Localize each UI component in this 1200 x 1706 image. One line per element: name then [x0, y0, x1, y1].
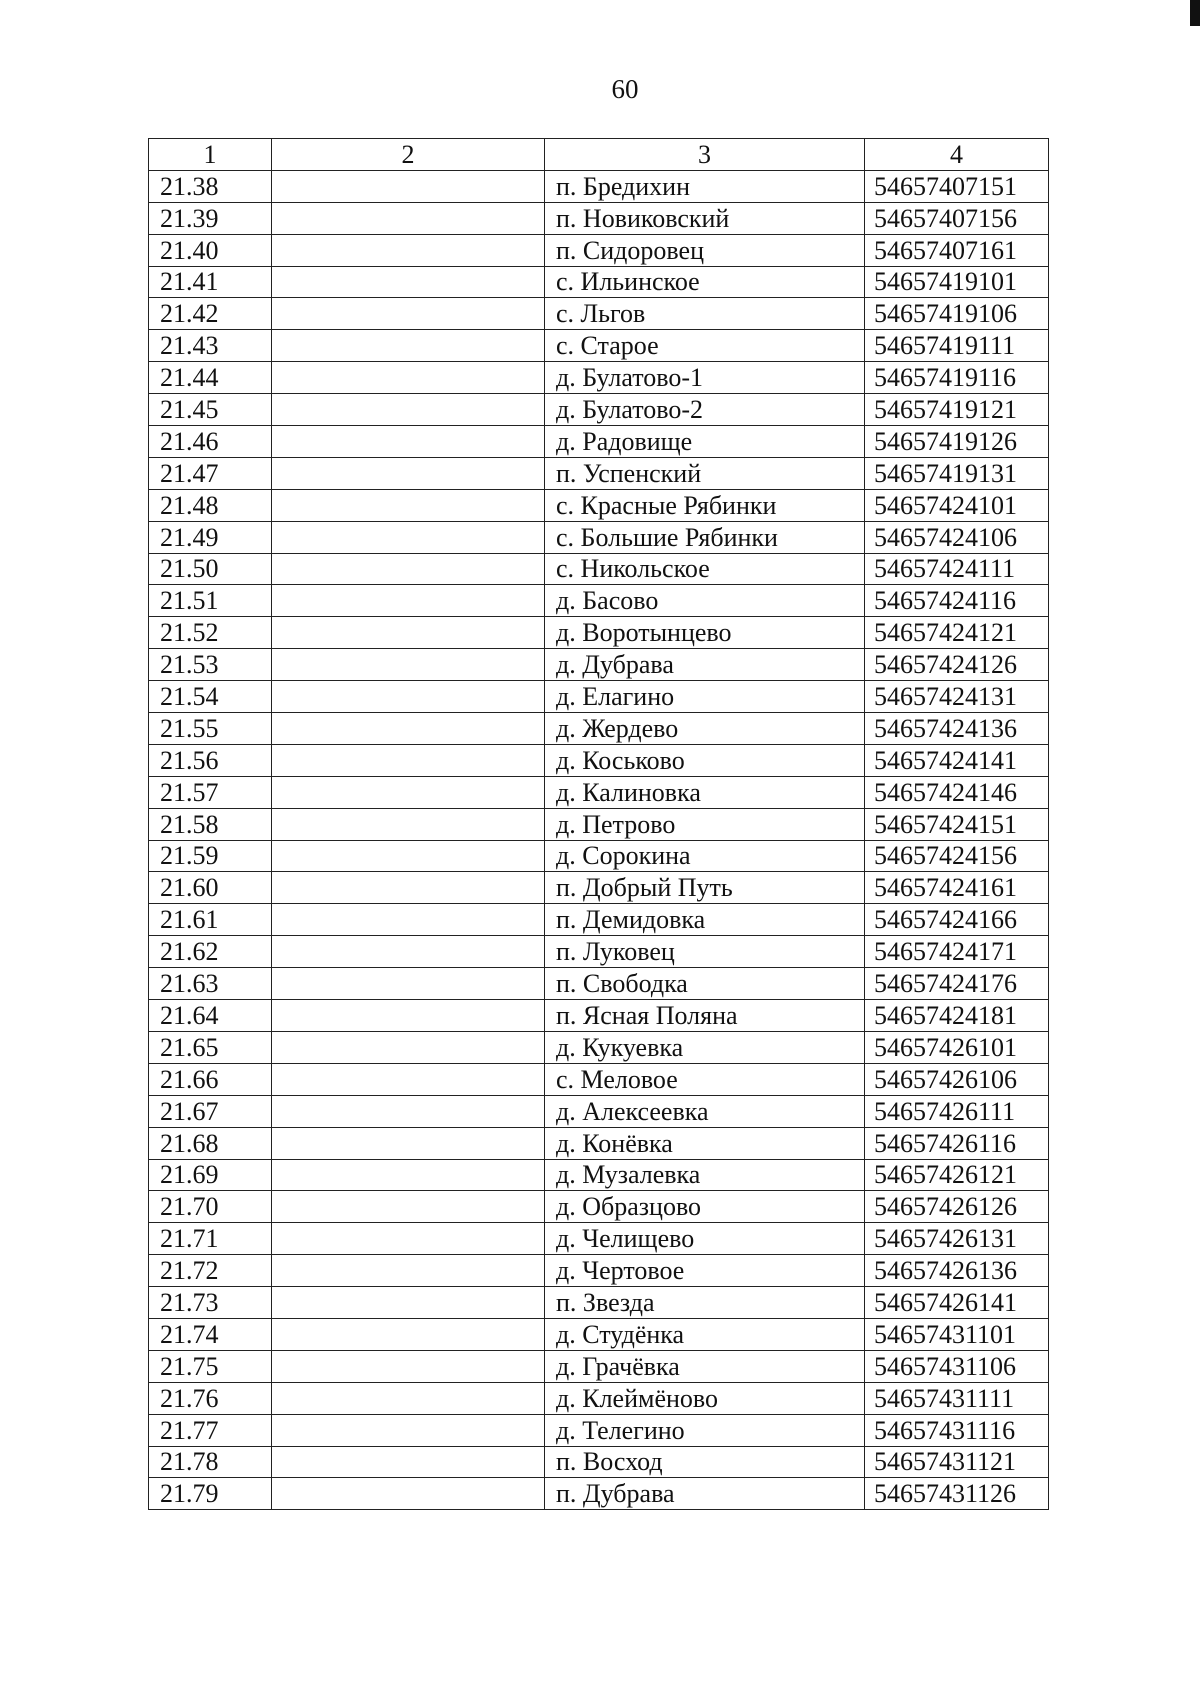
- oktmo-code-cell: 54657419131: [865, 457, 1049, 489]
- oktmo-code-cell: 54657424151: [865, 808, 1049, 840]
- settlement-name-cell: д. Чертовое: [545, 1255, 865, 1287]
- settlement-name-cell: д. Дубрава: [545, 649, 865, 681]
- empty-cell: [272, 1191, 545, 1223]
- table-row: [149, 776, 1049, 808]
- row-number-cell: 21.75: [149, 1350, 272, 1382]
- settlement-name-cell: д. Кукуевка: [545, 1031, 865, 1063]
- oktmo-code-cell: 54657431101: [865, 1318, 1049, 1350]
- row-number-cell: 21.60: [149, 872, 272, 904]
- row-number-cell: 21.79: [149, 1478, 272, 1510]
- scan-edge-mark: [1190, 0, 1200, 26]
- table-row: [149, 1287, 1049, 1319]
- oktmo-code-cell: 54657424141: [865, 744, 1049, 776]
- table-row: [149, 1159, 1049, 1191]
- page-number: 60: [611, 74, 639, 104]
- settlement-name-cell: п. Успенский: [545, 457, 865, 489]
- settlement-name-cell: п. Луковец: [545, 936, 865, 968]
- table-row: [149, 1350, 1049, 1382]
- settlement-name-cell: п. Сидоровец: [545, 234, 865, 266]
- empty-cell: [272, 744, 545, 776]
- header-row: [149, 139, 1049, 171]
- empty-cell: [272, 489, 545, 521]
- oktmo-code-cell: 54657407151: [865, 170, 1049, 202]
- empty-cell: [272, 1031, 545, 1063]
- table-row: [149, 1478, 1049, 1510]
- empty-cell: [272, 426, 545, 458]
- oktmo-code-cell: 54657424111: [865, 553, 1049, 585]
- settlement-name-cell: д. Сорокина: [545, 840, 865, 872]
- empty-cell: [272, 1318, 545, 1350]
- row-number-cell: 21.55: [149, 713, 272, 745]
- settlement-name-cell: д. Алексеевка: [545, 1095, 865, 1127]
- empty-cell: [272, 968, 545, 1000]
- settlement-name-cell: д. Калиновка: [545, 776, 865, 808]
- row-number-cell: 21.47: [149, 457, 272, 489]
- oktmo-code-cell: 54657426101: [865, 1031, 1049, 1063]
- settlement-name-cell: с. Красные Рябинки: [545, 489, 865, 521]
- header-cell-4: 4: [865, 139, 1049, 171]
- table-row: [149, 394, 1049, 426]
- settlement-name-cell: д. Студёнка: [545, 1318, 865, 1350]
- empty-cell: [272, 1000, 545, 1032]
- row-number-cell: 21.72: [149, 1255, 272, 1287]
- oktmo-code-cell: 54657426116: [865, 1127, 1049, 1159]
- empty-cell: [272, 681, 545, 713]
- table-row: [149, 808, 1049, 840]
- table-row: [149, 1446, 1049, 1478]
- table-row: [149, 1223, 1049, 1255]
- settlement-name-cell: п. Восход: [545, 1446, 865, 1478]
- table-row: [149, 1000, 1049, 1032]
- table-row: [149, 872, 1049, 904]
- empty-cell: [272, 808, 545, 840]
- settlement-name-cell: п. Свободка: [545, 968, 865, 1000]
- oktmo-code-cell: 54657419101: [865, 266, 1049, 298]
- settlement-name-cell: п. Демидовка: [545, 904, 865, 936]
- settlement-name-cell: д. Коськово: [545, 744, 865, 776]
- table-row: [149, 713, 1049, 745]
- oktmo-code-cell: 54657431116: [865, 1414, 1049, 1446]
- settlement-name-cell: с. Большие Рябинки: [545, 521, 865, 553]
- row-number-cell: 21.57: [149, 776, 272, 808]
- empty-cell: [272, 1478, 545, 1510]
- settlement-name-cell: с. Ильинское: [545, 266, 865, 298]
- table-row: [149, 681, 1049, 713]
- settlement-name-cell: д. Жердево: [545, 713, 865, 745]
- table-row: [149, 968, 1049, 1000]
- settlement-name-cell: д. Петрово: [545, 808, 865, 840]
- oktmo-code-cell: 54657431126: [865, 1478, 1049, 1510]
- table-body: [149, 170, 1049, 1509]
- row-number-cell: 21.56: [149, 744, 272, 776]
- row-number-cell: 21.53: [149, 649, 272, 681]
- table-row: [149, 170, 1049, 202]
- empty-cell: [272, 617, 545, 649]
- table-row: [149, 266, 1049, 298]
- table-row: [149, 234, 1049, 266]
- oktmo-code-cell: 54657431111: [865, 1382, 1049, 1414]
- empty-cell: [272, 1063, 545, 1095]
- settlement-name-cell: д. Музалевка: [545, 1159, 865, 1191]
- oktmo-code-cell: 54657419126: [865, 426, 1049, 458]
- table-row: [149, 840, 1049, 872]
- oktmo-code-cell: 54657424181: [865, 1000, 1049, 1032]
- row-number-cell: 21.61: [149, 904, 272, 936]
- oktmo-code-cell: 54657424136: [865, 713, 1049, 745]
- row-number-cell: 21.46: [149, 426, 272, 458]
- row-number-cell: 21.77: [149, 1414, 272, 1446]
- empty-cell: [272, 362, 545, 394]
- settlement-name-cell: д. Телегино: [545, 1414, 865, 1446]
- empty-cell: [272, 330, 545, 362]
- settlements-table: [148, 138, 1049, 1510]
- empty-cell: [272, 776, 545, 808]
- oktmo-code-cell: 54657407161: [865, 234, 1049, 266]
- settlement-name-cell: с. Льгов: [545, 298, 865, 330]
- oktmo-code-cell: 54657426131: [865, 1223, 1049, 1255]
- row-number-cell: 21.70: [149, 1191, 272, 1223]
- settlement-name-cell: п. Звезда: [545, 1287, 865, 1319]
- empty-cell: [272, 1159, 545, 1191]
- table-row: [149, 1191, 1049, 1223]
- table-row: [149, 1127, 1049, 1159]
- row-number-cell: 21.50: [149, 553, 272, 585]
- settlement-name-cell: п. Дубрава: [545, 1478, 865, 1510]
- table-row: [149, 585, 1049, 617]
- oktmo-code-cell: 54657424171: [865, 936, 1049, 968]
- empty-cell: [272, 585, 545, 617]
- table-row: [149, 1095, 1049, 1127]
- empty-cell: [272, 1095, 545, 1127]
- oktmo-code-cell: 54657426136: [865, 1255, 1049, 1287]
- table-row: [149, 1063, 1049, 1095]
- settlement-name-cell: д. Конёвка: [545, 1127, 865, 1159]
- oktmo-code-cell: 54657424101: [865, 489, 1049, 521]
- empty-cell: [272, 1127, 545, 1159]
- empty-cell: [272, 266, 545, 298]
- row-number-cell: 21.73: [149, 1287, 272, 1319]
- row-number-cell: 21.59: [149, 840, 272, 872]
- oktmo-code-cell: 54657424126: [865, 649, 1049, 681]
- table-row: [149, 521, 1049, 553]
- table-row: [149, 457, 1049, 489]
- row-number-cell: 21.49: [149, 521, 272, 553]
- settlement-name-cell: д. Булатово-2: [545, 394, 865, 426]
- table-row: [149, 298, 1049, 330]
- row-number-cell: 21.68: [149, 1127, 272, 1159]
- row-number-cell: 21.51: [149, 585, 272, 617]
- empty-cell: [272, 936, 545, 968]
- empty-cell: [272, 904, 545, 936]
- table-header: [149, 139, 1049, 171]
- table-row: [149, 649, 1049, 681]
- row-number-cell: 21.45: [149, 394, 272, 426]
- settlement-name-cell: п. Добрый Путь: [545, 872, 865, 904]
- oktmo-code-cell: 54657424116: [865, 585, 1049, 617]
- row-number-cell: 21.58: [149, 808, 272, 840]
- header-cell-2: 2: [272, 139, 545, 171]
- table-row: [149, 1255, 1049, 1287]
- table-row: [149, 553, 1049, 585]
- empty-cell: [272, 649, 545, 681]
- empty-cell: [272, 1287, 545, 1319]
- row-number-cell: 21.62: [149, 936, 272, 968]
- row-number-cell: 21.52: [149, 617, 272, 649]
- empty-cell: [272, 553, 545, 585]
- empty-cell: [272, 457, 545, 489]
- oktmo-code-cell: 54657407156: [865, 202, 1049, 234]
- row-number-cell: 21.38: [149, 170, 272, 202]
- oktmo-code-cell: 54657424106: [865, 521, 1049, 553]
- settlement-name-cell: п. Новиковский: [545, 202, 865, 234]
- row-number-cell: 21.64: [149, 1000, 272, 1032]
- settlement-name-cell: с. Старое: [545, 330, 865, 362]
- settlement-name-cell: д. Образцово: [545, 1191, 865, 1223]
- oktmo-code-cell: 54657419121: [865, 394, 1049, 426]
- table-row: [149, 202, 1049, 234]
- header-cell-1: 1: [149, 139, 272, 171]
- settlement-name-cell: д. Клеймёново: [545, 1382, 865, 1414]
- empty-cell: [272, 202, 545, 234]
- oktmo-code-cell: 54657424131: [865, 681, 1049, 713]
- empty-cell: [272, 1255, 545, 1287]
- settlement-name-cell: с. Никольское: [545, 553, 865, 585]
- table-row: [149, 330, 1049, 362]
- table-row: [149, 362, 1049, 394]
- settlement-name-cell: п. Бредихин: [545, 170, 865, 202]
- row-number-cell: 21.69: [149, 1159, 272, 1191]
- row-number-cell: 21.39: [149, 202, 272, 234]
- settlement-name-cell: д. Воротынцево: [545, 617, 865, 649]
- oktmo-code-cell: 54657424146: [865, 776, 1049, 808]
- table-row: [149, 1318, 1049, 1350]
- settlement-name-cell: д. Басово: [545, 585, 865, 617]
- oktmo-code-cell: 54657419106: [865, 298, 1049, 330]
- empty-cell: [272, 1223, 545, 1255]
- oktmo-code-cell: 54657431121: [865, 1446, 1049, 1478]
- row-number-cell: 21.41: [149, 266, 272, 298]
- row-number-cell: 21.54: [149, 681, 272, 713]
- oktmo-code-cell: 54657419111: [865, 330, 1049, 362]
- row-number-cell: 21.66: [149, 1063, 272, 1095]
- empty-cell: [272, 713, 545, 745]
- empty-cell: [272, 521, 545, 553]
- row-number-cell: 21.44: [149, 362, 272, 394]
- settlement-name-cell: д. Грачёвка: [545, 1350, 865, 1382]
- row-number-cell: 21.43: [149, 330, 272, 362]
- row-number-cell: 21.48: [149, 489, 272, 521]
- settlement-name-cell: д. Челищево: [545, 1223, 865, 1255]
- oktmo-code-cell: 54657426111: [865, 1095, 1049, 1127]
- row-number-cell: 21.71: [149, 1223, 272, 1255]
- empty-cell: [272, 1382, 545, 1414]
- settlement-name-cell: д. Булатово-1: [545, 362, 865, 394]
- empty-cell: [272, 1350, 545, 1382]
- row-number-cell: 21.78: [149, 1446, 272, 1478]
- oktmo-code-cell: 54657426121: [865, 1159, 1049, 1191]
- oktmo-code-cell: 54657424176: [865, 968, 1049, 1000]
- settlement-name-cell: д. Радовище: [545, 426, 865, 458]
- settlement-name-cell: п. Ясная Поляна: [545, 1000, 865, 1032]
- header-cell-3: 3: [545, 139, 865, 171]
- table-row: [149, 904, 1049, 936]
- row-number-cell: 21.40: [149, 234, 272, 266]
- oktmo-code-cell: 54657424161: [865, 872, 1049, 904]
- oktmo-code-cell: 54657424121: [865, 617, 1049, 649]
- oktmo-code-cell: 54657424156: [865, 840, 1049, 872]
- empty-cell: [272, 234, 545, 266]
- empty-cell: [272, 1446, 545, 1478]
- row-number-cell: 21.76: [149, 1382, 272, 1414]
- empty-cell: [272, 394, 545, 426]
- empty-cell: [272, 840, 545, 872]
- table-row: [149, 1414, 1049, 1446]
- empty-cell: [272, 872, 545, 904]
- oktmo-code-cell: 54657431106: [865, 1350, 1049, 1382]
- oktmo-code-cell: 54657426141: [865, 1287, 1049, 1319]
- table-row: [149, 1382, 1049, 1414]
- table-row: [149, 1031, 1049, 1063]
- table-row: [149, 426, 1049, 458]
- oktmo-code-cell: 54657426126: [865, 1191, 1049, 1223]
- table-row: [149, 489, 1049, 521]
- settlement-name-cell: д. Елагино: [545, 681, 865, 713]
- table-row: [149, 936, 1049, 968]
- row-number-cell: 21.63: [149, 968, 272, 1000]
- empty-cell: [272, 170, 545, 202]
- table-row: [149, 744, 1049, 776]
- row-number-cell: 21.67: [149, 1095, 272, 1127]
- row-number-cell: 21.65: [149, 1031, 272, 1063]
- row-number-cell: 21.42: [149, 298, 272, 330]
- oktmo-code-cell: 54657426106: [865, 1063, 1049, 1095]
- oktmo-code-cell: 54657419116: [865, 362, 1049, 394]
- empty-cell: [272, 298, 545, 330]
- oktmo-code-cell: 54657424166: [865, 904, 1049, 936]
- empty-cell: [272, 1414, 545, 1446]
- row-number-cell: 21.74: [149, 1318, 272, 1350]
- table-row: [149, 617, 1049, 649]
- settlement-name-cell: с. Меловое: [545, 1063, 865, 1095]
